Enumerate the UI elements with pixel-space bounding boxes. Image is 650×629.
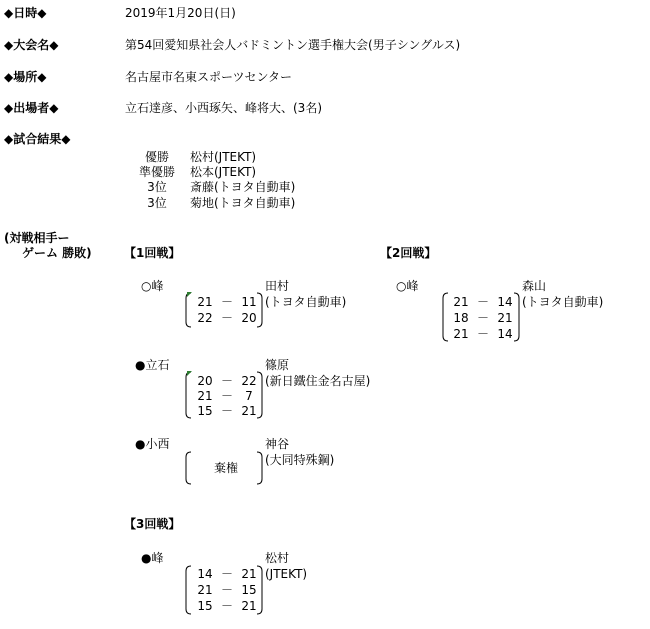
game-score-dash: － bbox=[220, 311, 233, 325]
game-score-player: 22 bbox=[197, 311, 213, 325]
game-score-dash: － bbox=[220, 295, 233, 309]
event-value: 第54回愛知県社会人バドミントン選手権大会(男子シングルス) bbox=[125, 38, 461, 52]
game-score-opponent: 11 bbox=[241, 295, 257, 309]
date-value: 2019年1月20日(日) bbox=[125, 6, 236, 20]
game-score-player: 18 bbox=[453, 311, 469, 325]
players-value: 立石達彦、小西琢矢、峰将大、(3名) bbox=[125, 101, 322, 115]
result-rank: 準優勝 bbox=[138, 165, 175, 179]
match-opponent: 神谷 bbox=[265, 437, 290, 451]
result-name: 菊地(トヨタ自動車) bbox=[190, 196, 296, 210]
game-score-player: 15 bbox=[197, 404, 213, 418]
game-score-player: 21 bbox=[197, 583, 213, 597]
game-score-player: 21 bbox=[453, 295, 469, 309]
game-score-dash: － bbox=[476, 327, 489, 341]
game-score-opponent: 7 bbox=[245, 389, 253, 403]
game-score-dash: － bbox=[476, 295, 489, 309]
result-rank: 3位 bbox=[147, 196, 167, 210]
game-score-player: 21 bbox=[197, 389, 213, 403]
match-opponent-team: (新日鐵住金名古屋) bbox=[265, 374, 371, 388]
game-score-dash: － bbox=[220, 567, 233, 581]
game-score-player: 21 bbox=[197, 295, 213, 309]
result-name: 松村(JTEKT) bbox=[190, 150, 257, 164]
match-opponent: 森山 bbox=[522, 279, 547, 293]
event-label: ◆大会名◆ bbox=[4, 38, 59, 52]
game-score-opponent: 21 bbox=[497, 311, 513, 325]
game-score-opponent: 14 bbox=[497, 327, 513, 341]
match-player: ○峰 bbox=[396, 279, 419, 293]
game-score-opponent: 15 bbox=[241, 583, 257, 597]
opponent-header-line2: ゲーム 勝敗) bbox=[22, 246, 92, 260]
game-score-player: 14 bbox=[197, 567, 213, 581]
walkover-label: 棄権 bbox=[213, 461, 238, 475]
round-2-header: 【2回戦】 bbox=[380, 246, 437, 260]
venue-value: 名古屋市名東スポーツセンター bbox=[125, 70, 293, 84]
venue-label: ◆場所◆ bbox=[4, 70, 47, 84]
match-opponent: 松村 bbox=[265, 551, 290, 565]
game-score-player: 20 bbox=[197, 374, 213, 388]
players-label: ◆出場者◆ bbox=[4, 101, 59, 115]
match-opponent: 田村 bbox=[265, 279, 290, 293]
result-name: 松本(JTEKT) bbox=[190, 165, 257, 179]
game-score-opponent: 21 bbox=[241, 567, 257, 581]
match-player: ●立石 bbox=[135, 358, 170, 372]
game-score-player: 21 bbox=[453, 327, 469, 341]
match-player: ●小西 bbox=[135, 437, 170, 451]
match-player: ●峰 bbox=[141, 551, 164, 565]
result-name: 斎藤(トヨタ自動車) bbox=[190, 180, 296, 194]
game-score-opponent: 22 bbox=[241, 374, 257, 388]
game-score-dash: － bbox=[220, 599, 233, 613]
match-opponent-team: (大同特殊鋼) bbox=[265, 453, 335, 467]
match-opponent-team: (JTEKT) bbox=[265, 567, 308, 581]
match-player: ○峰 bbox=[141, 279, 164, 293]
results-label: ◆試合結果◆ bbox=[4, 132, 71, 146]
game-score-opponent: 14 bbox=[497, 295, 513, 309]
opponent-header-line1: (対戦相手ー bbox=[4, 231, 70, 245]
game-score-opponent: 20 bbox=[241, 311, 257, 325]
match-opponent-team: (トヨタ自動車) bbox=[265, 295, 347, 309]
match-opponent-team: (トヨタ自動車) bbox=[522, 295, 604, 309]
game-score-dash: － bbox=[220, 404, 233, 418]
game-score-player: 15 bbox=[197, 599, 213, 613]
round-1-header: 【1回戦】 bbox=[124, 246, 181, 260]
round-3-header: 【3回戦】 bbox=[124, 517, 181, 531]
game-score-dash: － bbox=[220, 374, 233, 388]
date-label: ◆日時◆ bbox=[4, 6, 47, 20]
result-rank: 優勝 bbox=[144, 150, 169, 164]
game-score-dash: － bbox=[476, 311, 489, 325]
game-score-opponent: 21 bbox=[241, 404, 257, 418]
match-opponent: 篠原 bbox=[265, 358, 290, 372]
game-score-opponent: 21 bbox=[241, 599, 257, 613]
game-score-dash: － bbox=[220, 389, 233, 403]
game-score-dash: － bbox=[220, 583, 233, 597]
result-rank: 3位 bbox=[147, 180, 167, 194]
